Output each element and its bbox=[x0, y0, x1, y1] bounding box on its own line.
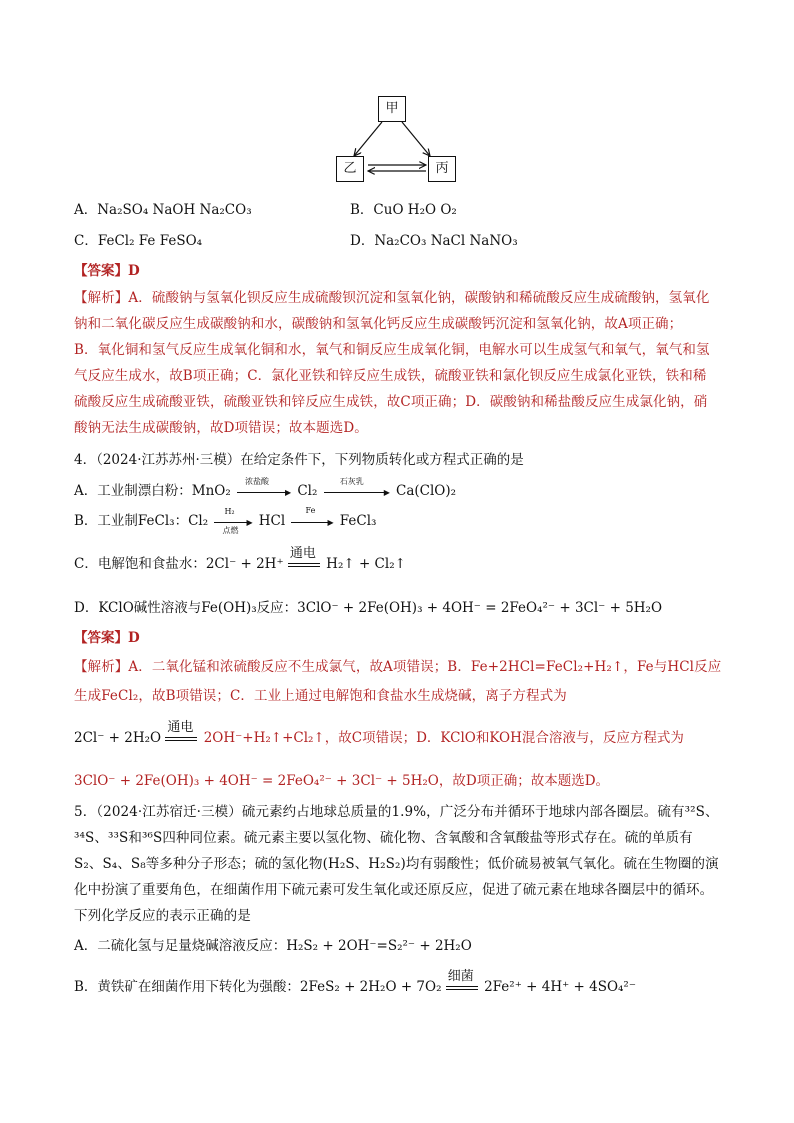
q4-option-c-text: C．电解饱和食盐水：2Cl⁻ + 2H⁺ bbox=[74, 556, 284, 572]
q3-answer: 【答案】D bbox=[74, 263, 140, 279]
q4-option-a-end: Ca(ClO)₂ bbox=[396, 483, 457, 499]
reaction-arrow: 石灰乳 ▶ bbox=[322, 485, 392, 499]
q4-stem: 4．（2024·江苏苏州·三模）在给定条件下，下列物质转化或方程式正确的是 bbox=[74, 452, 524, 468]
equation-right: 2OH⁻+H₂↑+Cl₂↑，故C项错误；D．KClO和KOH混合溶液与，反应方程式为 bbox=[203, 730, 684, 746]
q3-explanation-line: 酸钠无法生成碳酸钠，故D项错误；故本题选D。 bbox=[74, 420, 368, 436]
arrow-label: 石灰乳 bbox=[339, 476, 364, 486]
q5-stem-line: 化中扮演了重要角色，在细菌作用下硫元素可发生氧化或还原反应，促进了硫元素在地球各圈层中的循环。 bbox=[74, 882, 714, 898]
q4-explanation-line: 生成FeCl₂，故B项错误；C．工业上通过电解饱和食盐水生成烧碱，离子方程式为 bbox=[74, 688, 567, 704]
condition-label: 通电 bbox=[167, 719, 194, 735]
q3-explanation-line: 硫酸反应生成硫酸亚铁，硫酸亚铁和锌反应生成铁，故C项正确；D．碳酸钠和稀盐酸反应生成氯化钠，硝 bbox=[74, 394, 708, 410]
q4-option-c bbox=[74, 545, 406, 574]
q5-option-b-left: B．黄铁矿在细菌作用下转化为强酸：2FeS₂ + 2H₂O + 7O₂ bbox=[74, 979, 442, 995]
condition-equals bbox=[288, 545, 322, 574]
node-jia: 甲 bbox=[378, 96, 406, 122]
q5-stem-line: 5．（2024·江苏宿迁·三模）硫元素约占地球总质量的1.9%，广泛分布并循环于地球内部各圈层。硫有³²S、 bbox=[74, 804, 719, 820]
condition-equals bbox=[446, 968, 480, 997]
arrow-label: Fe bbox=[305, 505, 316, 515]
q4-option-a bbox=[74, 476, 457, 499]
q4-option-b-mid: HCl bbox=[258, 513, 286, 529]
q3-option-a: A．Na₂SO₄ NaOH Na₂CO₃ bbox=[74, 202, 252, 218]
node-bing: 丙 bbox=[428, 156, 456, 182]
q4-explanation-line: 【解析】A．二氧化锰和浓硫酸反应不生成氯气，故A项错误；B．Fe+2HCl=FeCl₂+H₂↑，Fe与HCl反应 bbox=[74, 659, 722, 675]
reaction-arrow: Fe ▶ bbox=[289, 515, 335, 529]
q4-option-a-text: A．工业制漂白粉：MnO₂ bbox=[74, 483, 231, 499]
reaction-arrow: H₂ ▶ 点燃 bbox=[212, 515, 254, 529]
q4-explanation-line: 3ClO⁻ + 2Fe(OH)₃ + 4OH⁻ = 2FeO₄²⁻ + 3Cl⁻ + 5H₂O，故D项正确；故本题选D。 bbox=[74, 773, 610, 789]
q4-option-d: D．KClO碱性溶液与Fe(OH)₃反应：3ClO⁻ + 2Fe(OH)₃ + 4OH⁻ = 2FeO₄²⁻ + 3Cl⁻ + 5H₂O bbox=[74, 600, 663, 616]
relation-diagram bbox=[330, 92, 470, 187]
q3-explanation-line: B．氧化铜和氢气反应生成氧化铜和水，氧气和铜反应生成氧化铜，电解水可以生成氢气和氧气，氧气和氢 bbox=[74, 342, 710, 358]
equation-left: 2Cl⁻ + 2H₂O bbox=[74, 730, 162, 746]
q5-option-b-right: 2Fe²⁺ + 4H⁺ + 4SO₄²⁻ bbox=[484, 979, 636, 995]
arrow-label: 浓盐酸 bbox=[245, 476, 270, 486]
q3-explanation-line: 气反应生成水，故B项正确；C．氯化亚铁和锌反应生成铁，硫酸亚铁和氯化钡反应生成氯化亚铁，铁和稀 bbox=[74, 368, 707, 384]
condition-label: 细菌 bbox=[447, 968, 474, 984]
arrow-label: H₂ bbox=[224, 506, 235, 516]
q4-option-b-end: FeCl₃ bbox=[339, 513, 377, 529]
q3-option-c: C．FeCl₂ Fe FeSO₄ bbox=[74, 233, 203, 249]
q5-stem-line: S₂、S₄、S₈等多种分子形态；硫的氢化物(H₂S、H₂S₂)均有弱酸性；低价硫易被氧气氧化。硫在生物圈的演 bbox=[74, 856, 719, 872]
condition-equals bbox=[165, 719, 199, 748]
q4-option-a-mid: Cl₂ bbox=[297, 483, 318, 499]
q3-option-d: D．Na₂CO₃ NaCl NaNO₃ bbox=[350, 233, 518, 249]
q4-option-b bbox=[74, 505, 377, 535]
arrow-label: 点燃 bbox=[222, 525, 239, 535]
q5-stem-line: 下列化学反应的表示正确的是 bbox=[74, 908, 251, 924]
reaction-arrow: 浓盐酸 ▶ bbox=[235, 485, 293, 499]
q5-option-b bbox=[74, 968, 636, 997]
q3-explanation-line: 钠和二氧化碳反应生成碳酸钠和水，碳酸钠和氢氧化钙反应生成碳酸钙沉淀和氢氧化钠，故A项正确； bbox=[74, 316, 683, 332]
q3-explanation-line: 【解析】A．硫酸钠与氢氧化钡反应生成硫酸钡沉淀和氢氧化钠，碳酸钠和稀硫酸反应生成硫酸钠，氢氧化 bbox=[74, 290, 710, 306]
node-yi: 乙 bbox=[336, 156, 364, 182]
q3-option-b: B．CuO H₂O O₂ bbox=[350, 202, 457, 218]
q4-option-b-text: B．工业制FeCl₃：Cl₂ bbox=[74, 513, 209, 529]
q4-explanation-line bbox=[74, 719, 684, 748]
q4-option-c-end: H₂↑ + Cl₂↑ bbox=[326, 556, 406, 572]
q5-stem-line: ³⁴S、³³S和³⁶S四种同位素。硫元素主要以氢化物、硫化物、含氧酸和含氧酸盐等形式存在。硫的单质有 bbox=[74, 830, 693, 846]
q4-answer: 【答案】D bbox=[74, 630, 140, 646]
q5-option-a: A．二硫化氢与足量烧碱溶液反应：H₂S₂ + 2OH⁻=S₂²⁻ + 2H₂O bbox=[74, 938, 472, 954]
condition-label: 通电 bbox=[289, 545, 316, 561]
